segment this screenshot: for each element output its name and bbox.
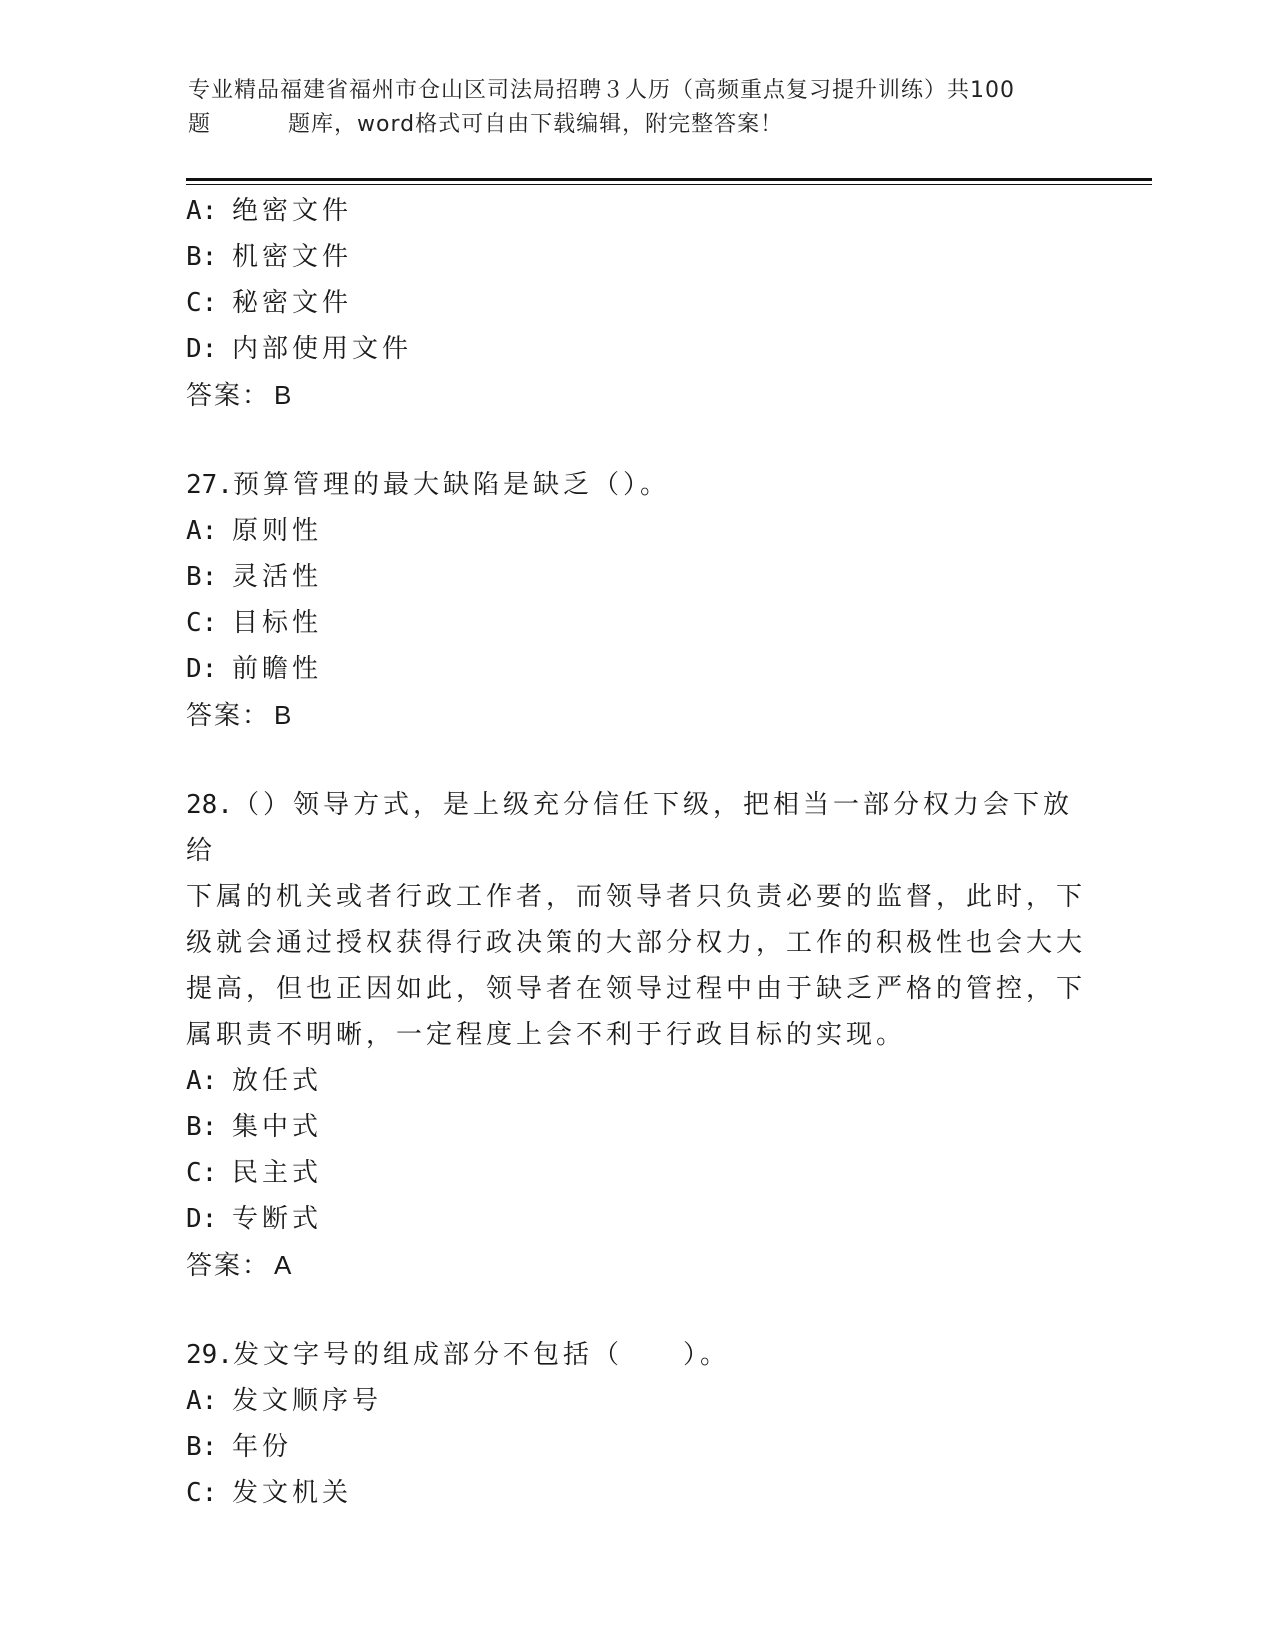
option-letter: B: xyxy=(186,562,218,592)
answer-line xyxy=(186,692,1086,738)
option-text: 目标性 xyxy=(232,608,323,638)
option-letter: C: xyxy=(186,1158,218,1188)
option-text: 专断式 xyxy=(232,1204,323,1234)
question-27 xyxy=(186,462,1086,738)
question-line: 提高，但也正因如此，领导者在领导过程中由于缺乏严格的管控，下 xyxy=(186,974,1087,1004)
spacer xyxy=(186,418,1086,462)
option-text: 放任式 xyxy=(232,1066,323,1096)
option-letter: A: xyxy=(186,196,218,226)
question-number: 28. xyxy=(186,790,233,820)
option-letter: B: xyxy=(186,242,218,272)
option-d xyxy=(186,326,1086,372)
answer-value: A xyxy=(274,1250,294,1280)
answer-label: 答案： xyxy=(186,701,271,731)
option-c xyxy=(186,280,1086,326)
header-divider-thick xyxy=(186,178,1152,181)
header-divider-thin xyxy=(186,184,1152,185)
option-letter: D: xyxy=(186,654,218,684)
option-letter: C: xyxy=(186,1478,218,1508)
option-c xyxy=(186,600,1086,646)
option-text: 原则性 xyxy=(232,516,323,546)
option-text: 秘密文件 xyxy=(232,288,353,318)
option-d xyxy=(186,646,1086,692)
question-line: 属职责不明晰，一定程度上会不利于行政目标的实现。 xyxy=(186,1020,907,1050)
header-line-2-left: 题 xyxy=(188,112,212,137)
option-letter: A: xyxy=(186,1066,218,1096)
question-29 xyxy=(186,1332,1086,1516)
option-letter: C: xyxy=(186,608,218,638)
option-letter: C: xyxy=(186,288,218,318)
option-d xyxy=(186,1196,1086,1242)
answer-value: B xyxy=(274,380,294,410)
spacer xyxy=(186,1288,1086,1332)
answer-line xyxy=(186,1242,1086,1288)
option-text: 发文机关 xyxy=(232,1478,353,1508)
question-number: 29. xyxy=(186,1340,233,1370)
option-c xyxy=(186,1150,1086,1196)
document-header xyxy=(188,74,1088,142)
option-text: 民主式 xyxy=(232,1158,323,1188)
option-a xyxy=(186,188,1086,234)
question-stem: 发文字号的组成部分不包括（ ）。 xyxy=(232,1340,730,1370)
header-line-2-right: 题库，word格式可自由下载编辑，附完整答案！ xyxy=(288,112,784,137)
option-a xyxy=(186,1058,1086,1104)
option-b xyxy=(186,1104,1086,1150)
option-text: 灵活性 xyxy=(232,562,323,592)
option-text: 前瞻性 xyxy=(232,654,323,684)
option-letter: D: xyxy=(186,334,218,364)
answer-label: 答案： xyxy=(186,1251,271,1281)
option-a xyxy=(186,1378,1086,1424)
question-26-options xyxy=(186,188,1086,418)
option-text: 绝密文件 xyxy=(232,196,353,226)
question-stem: 预算管理的最大缺陷是缺乏（）。 xyxy=(232,470,670,500)
question-number: 27. xyxy=(186,470,233,500)
spacer xyxy=(186,738,1086,782)
option-b xyxy=(186,234,1086,280)
option-letter: A: xyxy=(186,1386,218,1416)
question-line: 级就会通过授权获得行政决策的大部分权力，工作的积极性也会大大 xyxy=(186,928,1087,958)
answer-label: 答案： xyxy=(186,381,271,411)
document-body xyxy=(186,188,1086,1516)
option-letter: D: xyxy=(186,1204,218,1234)
header-line-2 xyxy=(188,108,1088,142)
option-text: 集中式 xyxy=(232,1112,323,1142)
question-line xyxy=(186,782,1086,874)
question-28 xyxy=(186,782,1086,1288)
answer-line xyxy=(186,372,1086,418)
option-text: 年份 xyxy=(232,1432,293,1462)
option-b xyxy=(186,1424,1086,1470)
option-letter: A: xyxy=(186,516,218,546)
question-stem-line: （）领导方式，是上级充分信任下级，把相当一部分权力会下放给 xyxy=(186,790,1073,866)
option-a xyxy=(186,508,1086,554)
answer-value: B xyxy=(274,700,294,730)
question-text xyxy=(186,462,1086,508)
header-line-1: 专业精品福建省福州市仓山区司法局招聘３人历（高频重点复习提升训练）共100 xyxy=(188,78,1015,103)
option-b xyxy=(186,554,1086,600)
question-text xyxy=(186,782,1086,1058)
option-c xyxy=(186,1470,1086,1516)
option-text: 内部使用文件 xyxy=(232,334,413,364)
question-line: 下属的机关或者行政工作者，而领导者只负责必要的监督，此时，下 xyxy=(186,882,1087,912)
option-text: 发文顺序号 xyxy=(232,1386,383,1416)
option-letter: B: xyxy=(186,1432,218,1462)
option-text: 机密文件 xyxy=(232,242,353,272)
option-letter: B: xyxy=(186,1112,218,1142)
question-text xyxy=(186,1332,1086,1378)
